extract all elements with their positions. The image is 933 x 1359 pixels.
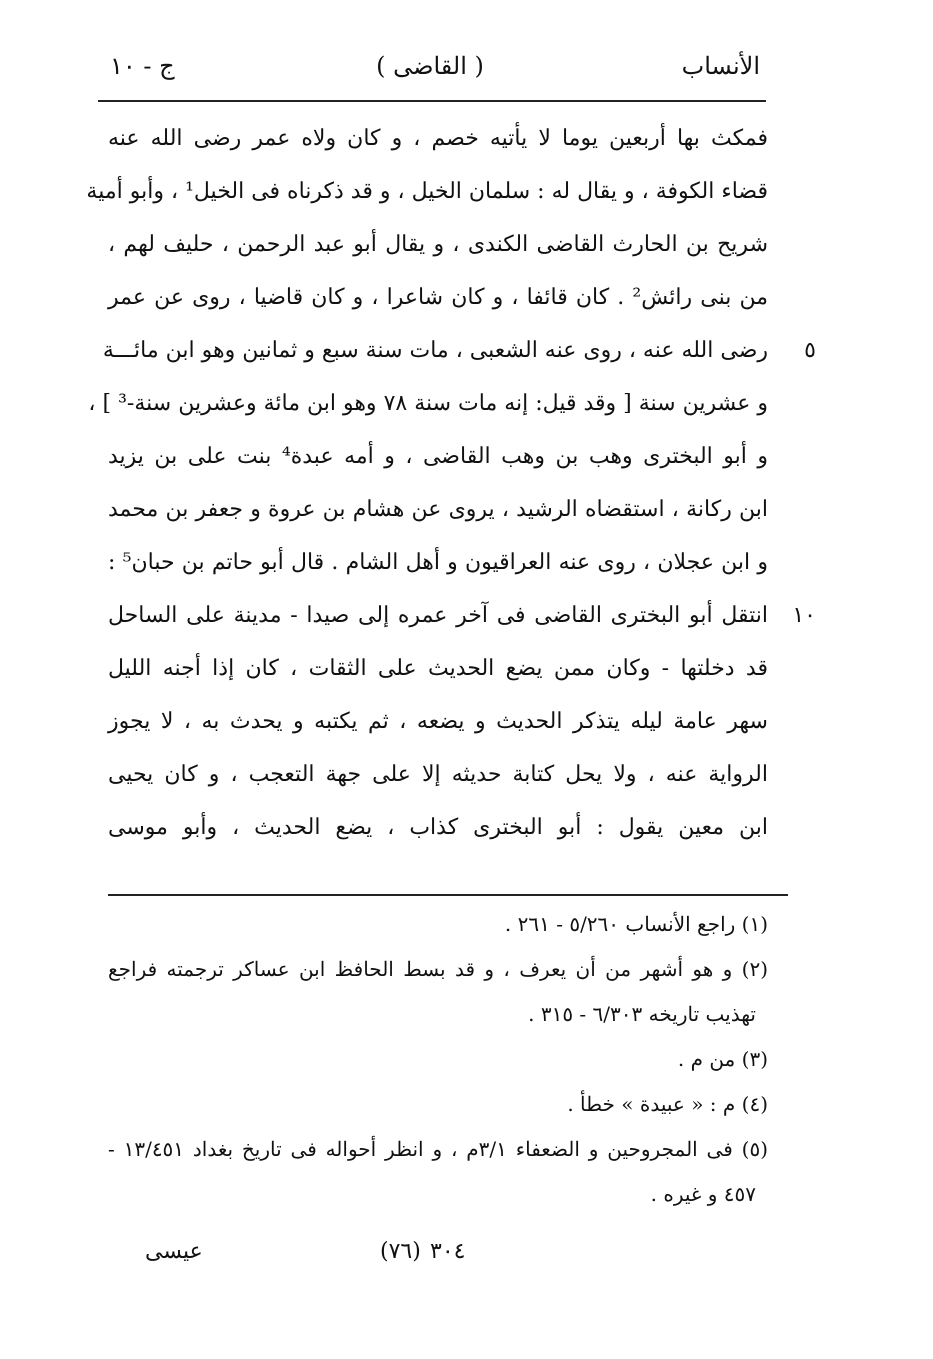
line-text: قد دخلتها - وكان ممن يضع الحديث على الثقات ، كان إذا أجنه الليل <box>108 656 768 681</box>
text-line <box>108 642 768 695</box>
footnote-4: (٤) م : « عبيدة » خطأ . <box>567 1092 768 1116</box>
text-line <box>88 377 768 430</box>
header-rule <box>98 100 766 102</box>
book-title: الأنساب <box>681 52 760 80</box>
text-line <box>108 536 768 589</box>
line-text: شريح بن الحارث القاضى الكندى ، و يقال أبو عبد الرحمن ، حليف لهم ، <box>108 232 768 257</box>
line-text: من بنى رائش² . كان قائفا ، و كان شاعرا ، و كان قاضيا ، روى عن عمر <box>108 285 769 310</box>
line-text: الرواية عنه ، ولا يحل كتابة حديثه إلا على جهة التعجب ، و كان يحيى <box>108 762 768 787</box>
text-line <box>108 430 768 483</box>
text-line <box>108 589 816 642</box>
signature-number: (٧٦) <box>380 1239 421 1264</box>
text-line <box>108 218 768 271</box>
line-text: و عشرين سنة [ وقد قيل: إنه مات سنة ٧٨ وهو ابن مائة وعشرين سنة-³ ] ، <box>88 391 768 416</box>
text-line <box>108 748 768 801</box>
line-text: انتقل أبو البخترى القاضى فى آخر عمره إلى صيدا - مدينة على الساحل <box>108 603 768 628</box>
footnote-3: (٣) من م . <box>677 1047 768 1071</box>
footnote-2-continuation: تهذيب تاريخه ٦/٣٠٣ - ٣١٥ . <box>528 1002 756 1026</box>
line-text: و ابن عجلان ، روى عنه العراقيون و أهل الشام . قال أبو حاتم بن حبان⁵ : <box>108 550 769 575</box>
page-footer <box>140 1232 640 1272</box>
line-text: ابن معين يقول : أبو البخترى كذاب ، يضع الحديث ، وأبو موسى <box>108 815 768 840</box>
entry-heading: ( القاضى ) <box>376 52 484 80</box>
signature-name: عيسى <box>145 1239 203 1264</box>
footnote-2: (٢) و هو أشهر من أن يعرف ، و قد بسط الحافظ ابن عساكر ترجمته فراجع <box>108 957 768 981</box>
footnotes <box>108 902 768 1217</box>
line-text: رضى الله عنه ، روى عنه الشعبى ، مات سنة سبع و ثمانين وهو ابن مائـــة <box>102 338 768 363</box>
text-line <box>108 483 768 536</box>
text-line <box>108 112 768 165</box>
footnote-5: (٥) فى المجروحين و الضعفاء ٣/١م ، و انظر أحواله فى تاريخ بغداد ١٣/٤٥١ - <box>108 1137 768 1161</box>
volume-number: ج - ١٠ <box>110 52 175 80</box>
line-text: ابن ركانة ، استقضاه الرشيد ، يروى عن هشام بن عروة و جعفر بن محمد <box>108 497 768 522</box>
line-number: ١٠ <box>792 603 816 628</box>
page-number: ٣٠٤ <box>430 1239 466 1264</box>
footnote-rule <box>108 894 788 896</box>
text-line <box>108 271 768 324</box>
text-line <box>102 324 816 377</box>
running-head <box>100 46 760 86</box>
footnote-5-continuation: ٤٥٧ و غيره . <box>650 1182 756 1206</box>
line-text: و أبو البخترى وهب بن وهب القاضى ، و أمه عبدة⁴ بنت على بن يزيد <box>108 444 769 469</box>
text-line <box>108 801 768 854</box>
line-text: سهر عامة ليله يتذكر الحديث و يضعه ، ثم يكتبه و يحدث به ، لا يجوز <box>108 709 768 734</box>
main-text <box>86 112 816 854</box>
footnote-1: (١) راجع الأنساب ٥/٢٦٠ - ٢٦١ . <box>504 912 768 936</box>
line-number: ٥ <box>804 338 816 363</box>
line-text: قضاء الكوفة ، و يقال له : سلمان الخيل ، و قد ذكرناه فى الخيل¹ ، وأبو أمية <box>86 179 768 204</box>
text-line <box>86 165 768 218</box>
text-line <box>108 695 768 748</box>
line-text: فمكث بها أربعين يوما لا يأتيه خصم ، و كان ولاه عمر رضى الله عنه <box>108 126 768 151</box>
